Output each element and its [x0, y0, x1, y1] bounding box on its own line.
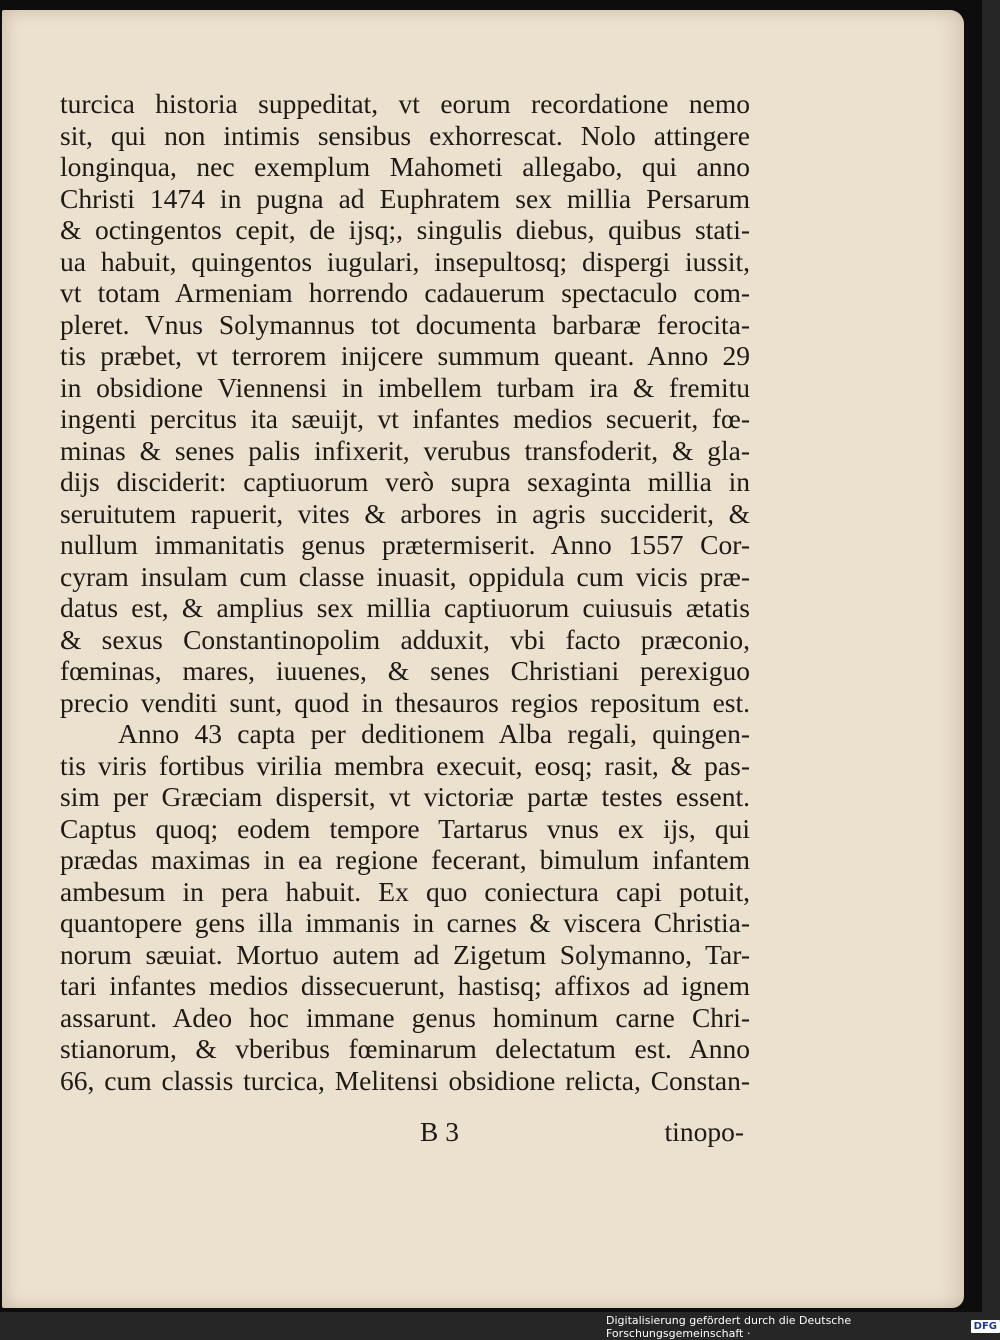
text-line: nullum immanitatis genus prætermiserit. Anno 1557 Cor- [60, 529, 750, 560]
text-line: Christi 1474 in pugna ad Euphratem sex millia Persarum [60, 182, 750, 214]
text-line: longinqua, nec exemplum Mahometi allegabo, qui anno [60, 151, 750, 182]
text-line: tari infantes medios dissecuerunt, hastisq; affixos ad ignem [60, 970, 750, 1001]
text-line: precio venditi sunt, quod in thesauros regios repositum est. [60, 686, 750, 718]
catchword: tinopo- [664, 1116, 744, 1147]
text-line: turcica historia suppeditat, vt eorum recordatione nemo [60, 88, 750, 119]
body-text [60, 88, 750, 1096]
page-footer [60, 1116, 750, 1150]
text-line: cyram insulam cum classe inuasit, oppidula cum vicis præ- [60, 560, 750, 592]
text-line: tis viris fortibus virilia membra execuit, eosq; rasit, & pas- [60, 749, 750, 781]
text-line: norum sæuiat. Mortuo autem ad Zigetum Solymanno, Tar- [60, 938, 750, 970]
text-line: prædas maximas in ea regione fecerant, bimulum infantem [60, 844, 750, 875]
paragraph-start-line: Anno 43 capta per deditionem Alba regali, quingen- [118, 718, 750, 749]
text-line: ingenti percitus ita sæuijt, vt infantes medios secuerit, fœ- [60, 403, 750, 434]
text-line: quantopere gens illa immanis in carnes & viscera Christia- [60, 907, 750, 938]
text-line: 66, cum classis turcica, Melitensi obsidione relicta, Constan- [60, 1064, 750, 1096]
text-line: ua habuit, quingentos iugulari, insepultosq; dispergi iussit, [60, 245, 750, 277]
text-line: minas & senes palis infixerit, verubus transfoderit, & gla- [60, 434, 750, 466]
book-page [2, 10, 964, 1308]
text-line: pleret. Vnus Solymannus tot documenta barbaræ ferocita- [60, 308, 750, 340]
text-line: vt totam Armeniam horrendo cadauerum spectaculo com- [60, 277, 750, 308]
text-line: assarunt. Adeo hoc immane genus hominum carne Chri- [60, 1001, 750, 1033]
funding-text: Digitalisierung gefördert durch die Deutsche Forschungsgemeinschaft · [606, 1313, 852, 1340]
text-line: in obsidione Viennensi in imbellem turbam ira & fremitu [60, 371, 750, 403]
text-line: & sexus Constantinopolim adduxit, vbi facto præconio, [60, 623, 750, 655]
text-line: seruitutem rapuerit, vites & arbores in agris succiderit, & [60, 497, 750, 529]
funding-banner [606, 1313, 1000, 1340]
text-line: & octingentos cepit, de ijsq;, singulis diebus, quibus stati- [60, 214, 750, 245]
text-line: tis præbet, vt terrorem inijcere summum queant. Anno 29 [60, 340, 750, 371]
text-line: datus est, & amplius sex millia captiuorum cuiusuis ætatis [60, 592, 750, 623]
text-line: ambesum in pera habuit. Ex quo coniectura capi potuit, [60, 875, 750, 907]
dfg-logo: DFG [971, 1320, 1000, 1333]
text-line: sim per Græciam dispersit, vt victoriæ partæ testes essent. [60, 781, 750, 812]
text-line: sit, qui non intimis sensibus exhorrescat. Nolo attingere [60, 119, 750, 151]
text-line: stianorum, & vberibus fœminarum delectatum est. Anno [60, 1033, 750, 1064]
text-line: fœminas, mares, iuuenes, & senes Christiani perexiguo [60, 655, 750, 686]
signature-mark: B 3 [420, 1116, 459, 1147]
text-line: Captus quoq; eodem tempore Tartarus vnus ex ijs, qui [60, 812, 750, 844]
text-line: dijs disciderit: captiuorum verò supra sexaginta millia in [60, 466, 750, 497]
